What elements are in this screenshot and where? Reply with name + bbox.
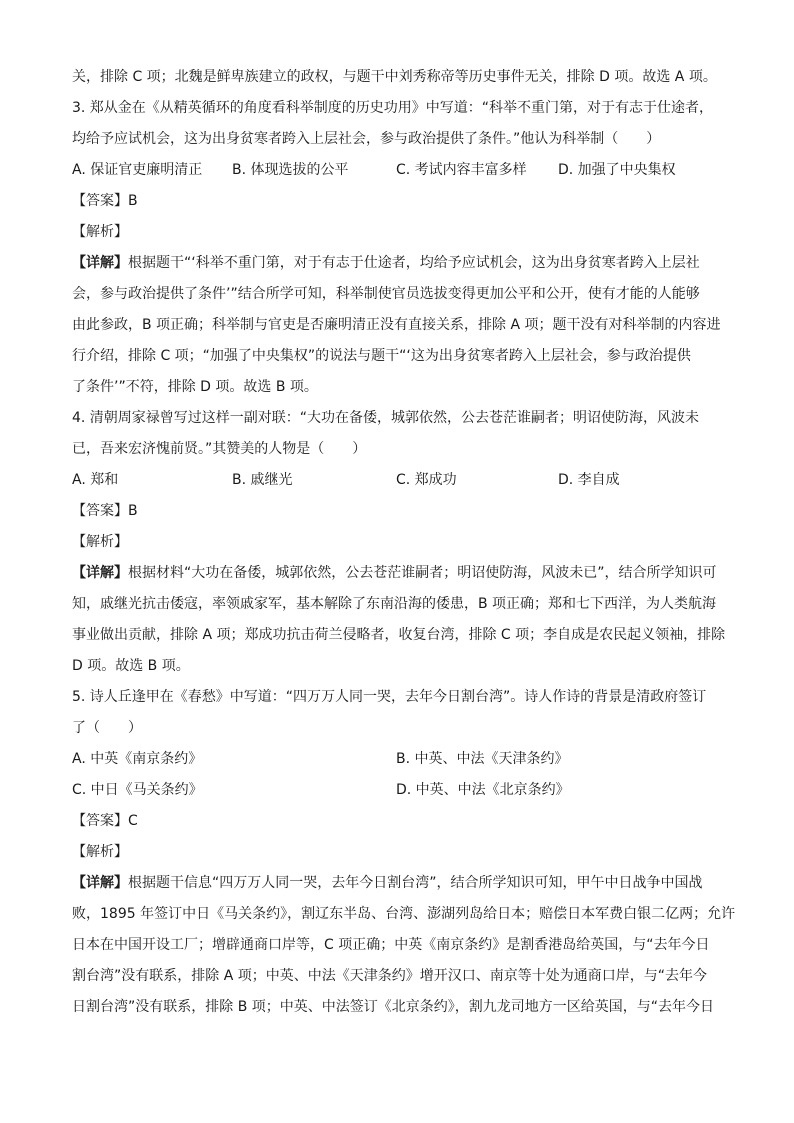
detail-line: 败，1895 年签订中日《马关条约》，割辽东半岛、台湾、澎湖列岛给日本；赔偿日本军费白银二亿两；允许 [72,906,736,922]
option-c: C. 考试内容丰富多样 [396,162,527,178]
question-4-stem-line-1: 4. 清朝周家禄曾写过这样一副对联：“大功在备倭，城郭依然，公去苍茫谁嗣者；明诏使防海，风波未 [72,410,700,426]
detail-label: 【详解】 [72,875,128,891]
question-5 [72,682,736,1023]
option-d: D. 加强了中央集权 [558,162,676,178]
option-c: C. 郑成功 [396,472,457,488]
option-d: D. 中英、中法《北京条约》 [396,782,570,798]
option-a: A. 保证官吏廉明清正 [72,162,203,178]
answer-label: 【答案】B [72,503,138,519]
detail-line: 割台湾”没有联系，排除 A 项；中英、中法《天津条约》增开汉口、南京等十处为通商口岸，与“去年今 [72,968,707,984]
question-5-stem-line-2: 了（ ） [72,720,142,736]
question-3 [72,93,724,403]
option-b: B. 戚继光 [232,472,293,488]
detail-label: 【详解】 [72,565,128,581]
analysis-label: 【解析】 [72,534,128,550]
option-a: A. 中英《南京条约》 [72,751,203,767]
detail-label: 【详解】 [72,255,128,271]
question-5-options-row-2 [72,775,724,806]
question-4-options [72,465,724,496]
detail-line [72,868,724,899]
analysis-label: 【解析】 [72,224,128,240]
question-4 [72,403,724,682]
detail-line: 日本在中国开设工厂；增辟通商口岸等，C 项正确；中英《南京条约》是割香港岛给英国，与“去年今日 [72,937,710,953]
detail-line: D 项。故选 B 项。 [72,658,190,674]
question-3-stem-line-1: 3. 郑从金在《从精英循环的角度看科举制度的历史功用》中写道：“科举不重门第，对于有志于仕途者， [72,100,714,116]
question-5-options-row-1 [72,744,724,775]
answer-label: 【答案】B [72,193,138,209]
question-5-stem-line-1: 5. 诗人丘逢甲在《春愁》中写道：“四万万人同一哭，去年今日割台湾”。诗人作诗的背景是清政府签订 [72,689,707,705]
option-d: D. 李自成 [558,472,620,488]
option-b: B. 体现选拔的公平 [232,162,349,178]
detail-line: 了条件’”不符，排除 D 项。故选 B 项。 [72,379,318,395]
detail-line: 知，戚继光抗击倭寇，率领戚家军，基本解除了东南沿海的倭患，B 项正确；郑和七下西洋，为人类航海 [72,596,717,612]
detail-text: 根据题干信息“四万万人同一哭，去年今日割台湾”，结合所学知识可知，甲午中日战争中国战 [128,875,703,891]
question-3-options [72,155,724,186]
question-3-stem-line-2: 均给予应试机会，这为出身贫寒者跨入上层社会，参与政治提供了条件。”他认为科举制（ ） [72,131,661,147]
detail-line: 行介绍，排除 C 项；“加强了中央集权”的说法与题干“‘这为出身贫寒者跨入上层社会，参与政治提供 [72,348,691,364]
detail-text: 根据题干“‘科举不重门第，对于有志于仕途者，均给予应试机会，这为出身贫寒者跨入上层社 [128,255,700,271]
detail-line [72,248,724,279]
detail-line: 会，参与政治提供了条件’”结合所学可知，科举制使官员选拔变得更加公平和公开，使有才能的人能够 [72,286,700,302]
option-c: C. 中日《马关条约》 [72,782,203,798]
intro-line: 关，排除 C 项；北魏是鲜卑族建立的政权，与题干中刘秀称帝等历史事件无关，排除 D 项。故选 A 项。 [72,69,717,85]
analysis-label: 【解析】 [72,844,128,860]
question-4-stem-line-2: 已，吾来宏济愧前贤。”其赞美的人物是（ ） [72,441,367,457]
detail-text: 根据材料“大功在备倭，城郭依然，公去苍茫谁嗣者；明诏使防海，风波未已”，结合所学知识可 [128,565,717,581]
detail-line: 事业做出贡献，排除 A 项；郑成功抗击荷兰侵略者，收复台湾，排除 C 项；李自成是农民起义领袖，排除 [72,627,726,643]
answer-label: 【答案】C [72,813,138,829]
detail-line [72,558,724,589]
detail-line: 由此参政，B 项正确；科举制与官吏是否廉明清正没有直接关系，排除 A 项；题干没有对科举制的内容进 [72,317,721,333]
option-b: B. 中英、中法《天津条约》 [396,751,569,767]
document-page [72,62,736,1023]
detail-line: 日割台湾”没有联系，排除 B 项；中英、中法签订《北京条约》，割九龙司地方一区给英国，与“去年今日 [72,999,715,1015]
option-a: A. 郑和 [72,472,119,488]
